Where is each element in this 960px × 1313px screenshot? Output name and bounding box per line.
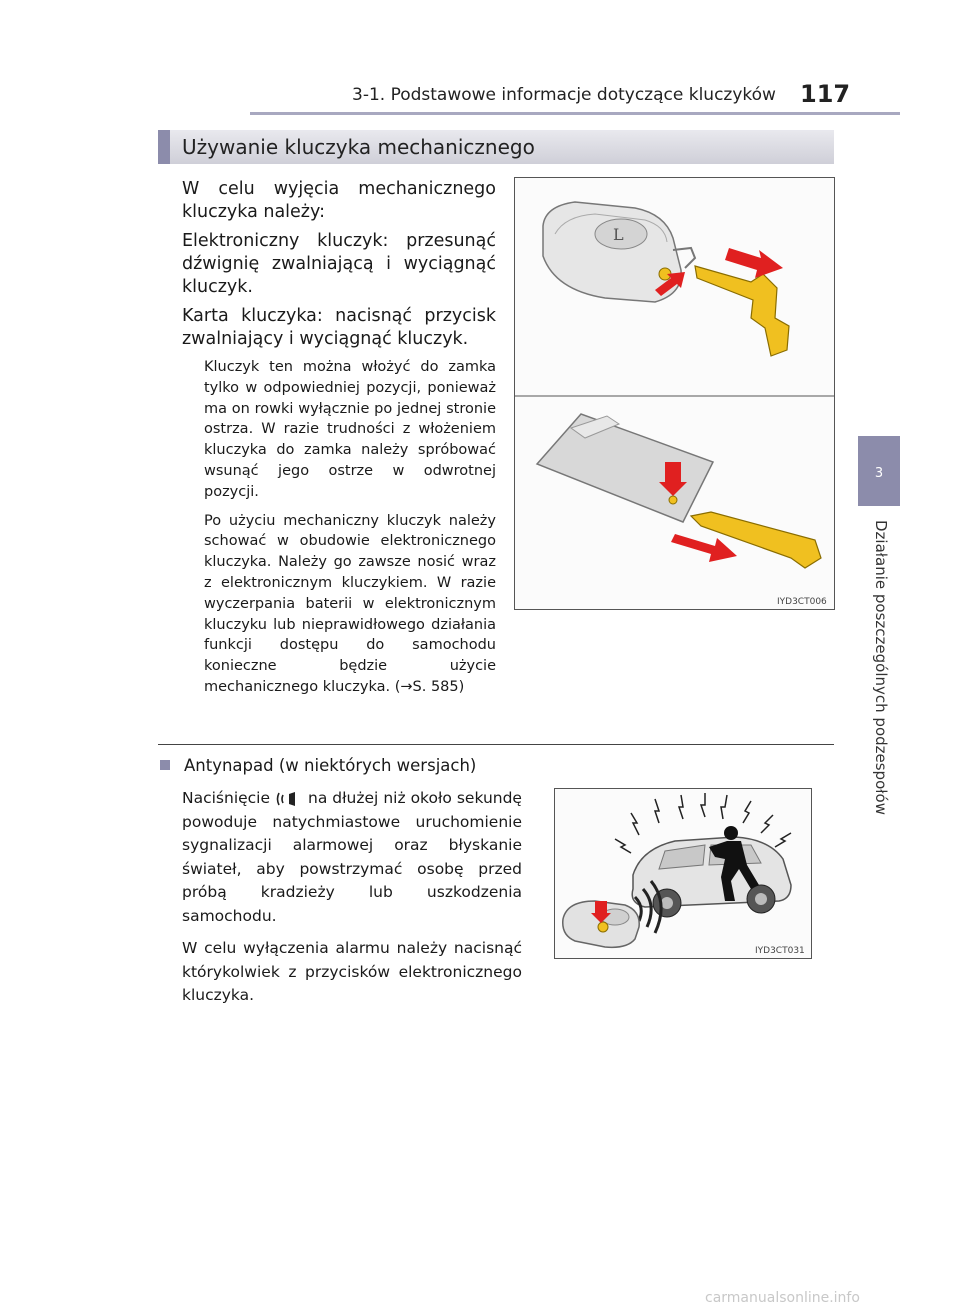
antitheft-text-after: na dłużej niż około sekundę powoduje natychmiastowe uruchomienie sygnalizacji alarmowej oraz błyskanie świateł, aby powstrzymać osobę przed próbą kradzieży lub uszkodzenia samochodu. <box>182 789 522 925</box>
antitheft-paragraph-1 <box>182 787 522 928</box>
bullet-square-icon <box>160 760 170 770</box>
watermark: carmanualsonline.info <box>705 1290 860 1306</box>
key-illustration <box>515 178 834 609</box>
remote-key-fob-drawing <box>563 901 639 947</box>
chapter-title-vertical <box>870 520 890 860</box>
figure-antitheft <box>554 788 812 959</box>
intro-paragraph: W celu wyjęcia mechanicznego kluczyka należy: <box>182 179 496 222</box>
step-electronic-key: Elektroniczny kluczyk: przesunąć dźwignię zwalniającą i wyciągnąć kluczyk. <box>182 231 496 297</box>
card-key-drawing <box>537 414 821 568</box>
electronic-key-fob-drawing <box>543 202 695 302</box>
note-storage: Po użyciu mechaniczny kluczyk należy schować w obudowie elektronicznego kluczyka. Należy go zawsze nosić wraz z elektronicznym kluczykiem. W razie wyczerpania baterii w elektronicznym kluczyku lub nieprawidłowego działania funkcji dostępu do samochodu konieczne będzie użycie mechanicznego kluczyka. (→S. 585) <box>204 512 496 695</box>
running-header-title: 3-1. Podstawowe informacje dotyczące kluczyków <box>352 85 776 105</box>
antitheft-heading: Antynapad (w niektórych wersjach) <box>184 756 477 775</box>
note-insertion: Kluczyk ten można włożyć do zamka tylko w odpowiedniej pozycji, ponieważ ma on rowki wyłącznie po jednej stronie ostrza. W razie trudności z włożeniem kluczyka do zamka należy spróbować wsunąć jego ostrze w odwrotnej pozycji. <box>204 359 496 500</box>
chapter-title: Działanie poszczególnych podzespołów <box>872 520 890 815</box>
antitheft-paragraph-2: W celu wyłączenia alarmu należy nacisnąć którykolwiek z przycisków elektronicznego kluczyka. <box>182 939 522 1004</box>
header-rule <box>250 112 900 115</box>
section-divider <box>158 744 834 745</box>
mechanical-key-text <box>182 178 496 698</box>
figure-1-label: IYD3CT006 <box>777 597 827 607</box>
step-card-key: Karta kluczyka: nacisnąć przycisk zwalniający i wyciągnąć kluczyk. <box>182 306 496 349</box>
page-number: 117 <box>800 80 851 108</box>
mechanical-key-blade-drawing <box>695 248 789 356</box>
section-heading-text: Używanie kluczyka mechanicznego <box>182 135 535 159</box>
chapter-tab <box>858 436 900 506</box>
chapter-number: 3 <box>874 466 884 481</box>
antitheft-illustration <box>555 789 811 958</box>
svg-text:L: L <box>613 225 624 244</box>
antitheft-text <box>182 787 522 1008</box>
panic-button-icon <box>275 790 303 808</box>
antitheft-text-before: Naciśnięcie <box>182 789 271 807</box>
section-heading <box>158 130 834 164</box>
figure-2-label: IYD3CT031 <box>755 946 805 956</box>
figure-mechanical-key <box>514 177 835 610</box>
